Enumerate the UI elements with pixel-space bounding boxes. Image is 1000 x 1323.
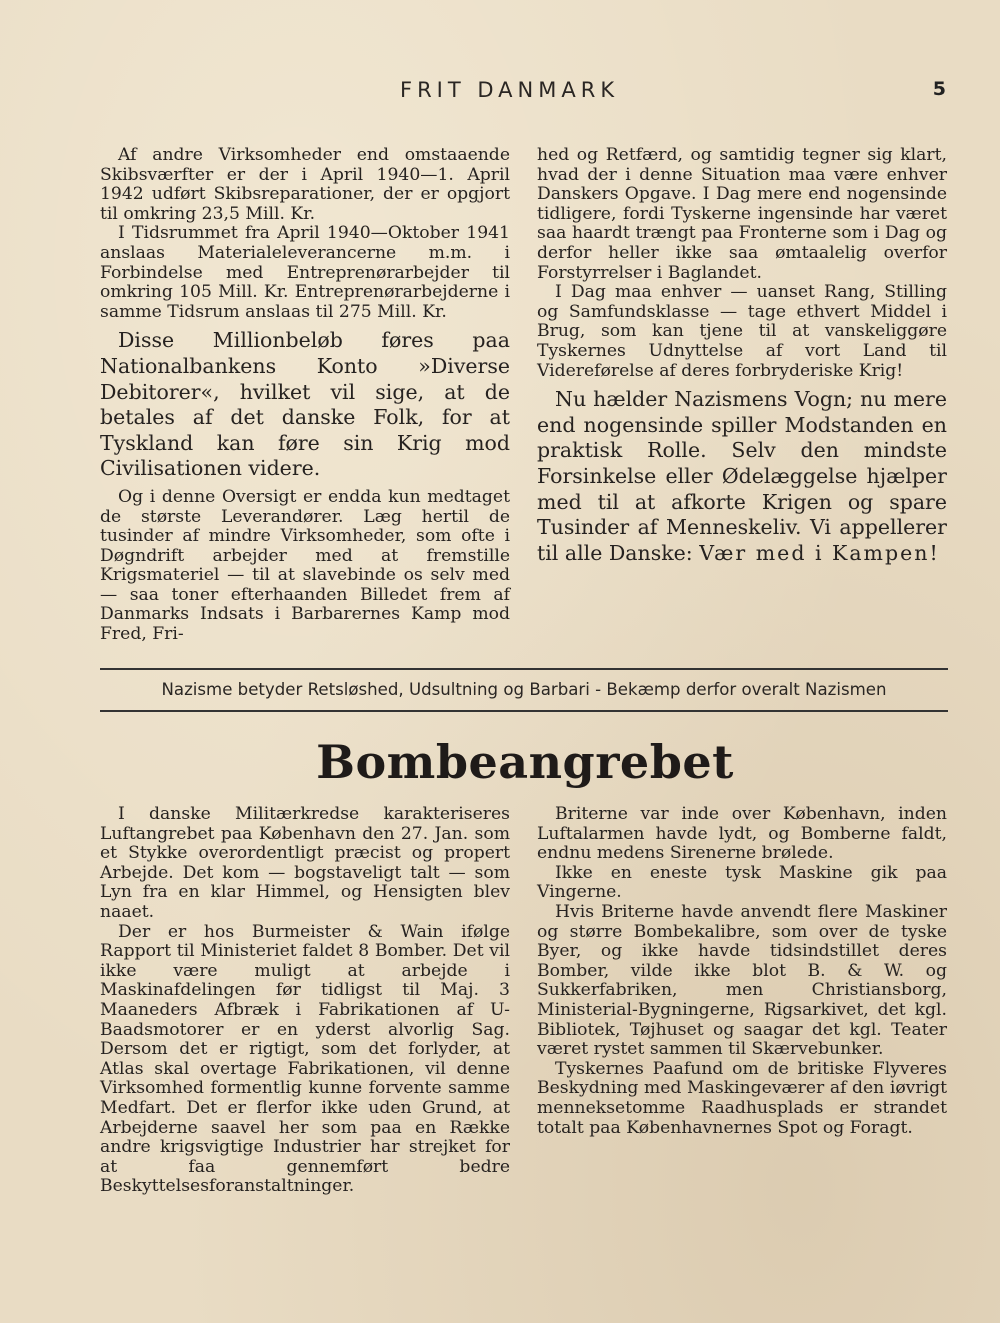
paragraph: Der er hos Burmeister & Wain ifølge Rapport til Ministeriet faldet 8 Bomber. Det vil ikke være muligt at arbejde i Maskinafdelingen før tidligst til Maj. 3 Maaneders Afbræk i Fabrikationen af U-Baadsmotorer er en yderst alvorlig Sag. Dersom det er rigtigt, som det forlyder, at Atlas skal overtage Fabrikationen, vil denne Virksomhed formentlig kunne forvente samme Medfart. Det er flerfor ikke uden Grund, at Arbejderne saavel her som paa en Række andre krigsvigtige Industrier har strejket for at faa gennemført bedre Beskyttelsesforanstaltninger.	[100, 921, 510, 1197]
paragraph: Og i denne Oversigt er endda kun medtaget de største Leverandører. Læg hertil de tusinder af mindre Virksomheder, som ofte i Døgndrift arbejder med at fremstille Krigsmateriel — til at slavebinde os selv med — saa toner efterhaanden Billedet frem af Danmarks Indsats i Barbarernes Kamp mod Fred, Fri-	[100, 486, 510, 645]
paragraph: I Tidsrummet fra April 1940—Oktober 1941 anslaas Materialeleverancerne m.m. i Forbindelse med Entreprenørarbejder til omkring 105 Mill. Kr. Entreprenørarbejderne i samme Tidsrum anslaas til 275 Mill. Kr.	[100, 223, 510, 322]
paragraph: Ikke en eneste tysk Maskine gik paa Vingerne.	[537, 862, 947, 903]
article-top-right-column	[537, 146, 947, 566]
article-headline: Bombeangrebet	[316, 735, 734, 789]
paragraph: Tyskernes Paafund om de britiske Flyveres Beskydning med Maskingeværer af den iøvrigt menneksetomme Raadhusplads er strandet totalt paa Københavnernes Spot og Foragt.	[537, 1058, 947, 1138]
slogan-banner: Nazisme betyder Retsløshed, Udsultning og Barbari - Bekæmp derfor overalt Nazismen	[161, 680, 887, 699]
page-header	[100, 78, 950, 108]
paragraph: hed og Retfærd, og samtidig tegner sig klart, hvad der i denne Situation maa være enhver Danskers Opgave. I Dag mere end nogensinde tidligere, fordi Tyskerne ingensinde har været saa haardt trængt paa Fronterne som i Dag og derfor heller ikke saa ømtaalelig overfor Forstyrrelser i Baglandet.	[537, 145, 947, 283]
article-top-left-column	[100, 146, 510, 645]
masthead-title: FRIT DANMARK	[400, 78, 620, 102]
appeal-text: Nu hælder Nazismens Vogn; nu mere end nogensinde spiller Modstanden en praktisk Rolle. Selv den mindste Forsinkelse eller Ødelæggelse hjælper med til at afkorte Krigen og spare Tusinder af Menneskeliv. Vi appellerer til alle Danske:	[537, 387, 947, 565]
paragraph: Hvis Briterne havde anvendt flere Maskiner og større Bombekalibre, som over de tyske Byer, og ikke havde tidsindstillet deres Bomber, vilde ikke blot B. & W. og Sukkerfabriken, men Christiansborg, Ministerial-Bygningerne, Rigsarkivet, det kgl. Bibliotek, Tøjhuset og saagar det kgl. Teater været rystet sammen til Skærvebunker.	[537, 901, 947, 1060]
divider-line	[100, 668, 948, 670]
emphasis-paragraph: Disse Millionbeløb føres paa Nationalbankens Konto »Diverse Debitorer«, hvilket vil sige, at de betales af det danske Folk, for at Tyskland kan føre sin Krig mod Civilisationen videre.	[100, 328, 510, 481]
divider-line	[100, 710, 948, 712]
article-bottom-left-column	[100, 805, 510, 1197]
appeal-paragraph	[537, 387, 947, 566]
paragraph: Briterne var inde over København, inden Luftalarmen havde lydt, og Bomberne faldt, endnu medens Sirenerne brølede.	[537, 804, 947, 864]
article-bottom-right-column	[537, 805, 947, 1138]
paragraph: I danske Militærkredse karakteriseres Luftangrebet paa København den 27. Jan. som et Stykke overordentligt præcist og propert Arbejde. Det kom — bogstaveligt talt — som Lyn fra en klar Himmel, og Hensigten blev naaet.	[100, 804, 510, 922]
appeal-call: Vær med i Kampen!	[699, 540, 940, 565]
paragraph: I Dag maa enhver — uanset Rang, Stilling og Samfundsklasse — tage ethvert Middel i Brug, som kan tjene til at vanskeliggøre Tyskernes Udnyttelse af vort Land til Videreførelse af deres forbryderiske Krig!	[537, 282, 947, 381]
paragraph: Af andre Virksomheder end omstaaende Skibsværfter er der i April 1940—1. April 1942 udført Skibsreparationer, der er opgjort til omkring 23,5 Mill. Kr.	[100, 145, 510, 224]
page-number: 5	[932, 78, 946, 100]
